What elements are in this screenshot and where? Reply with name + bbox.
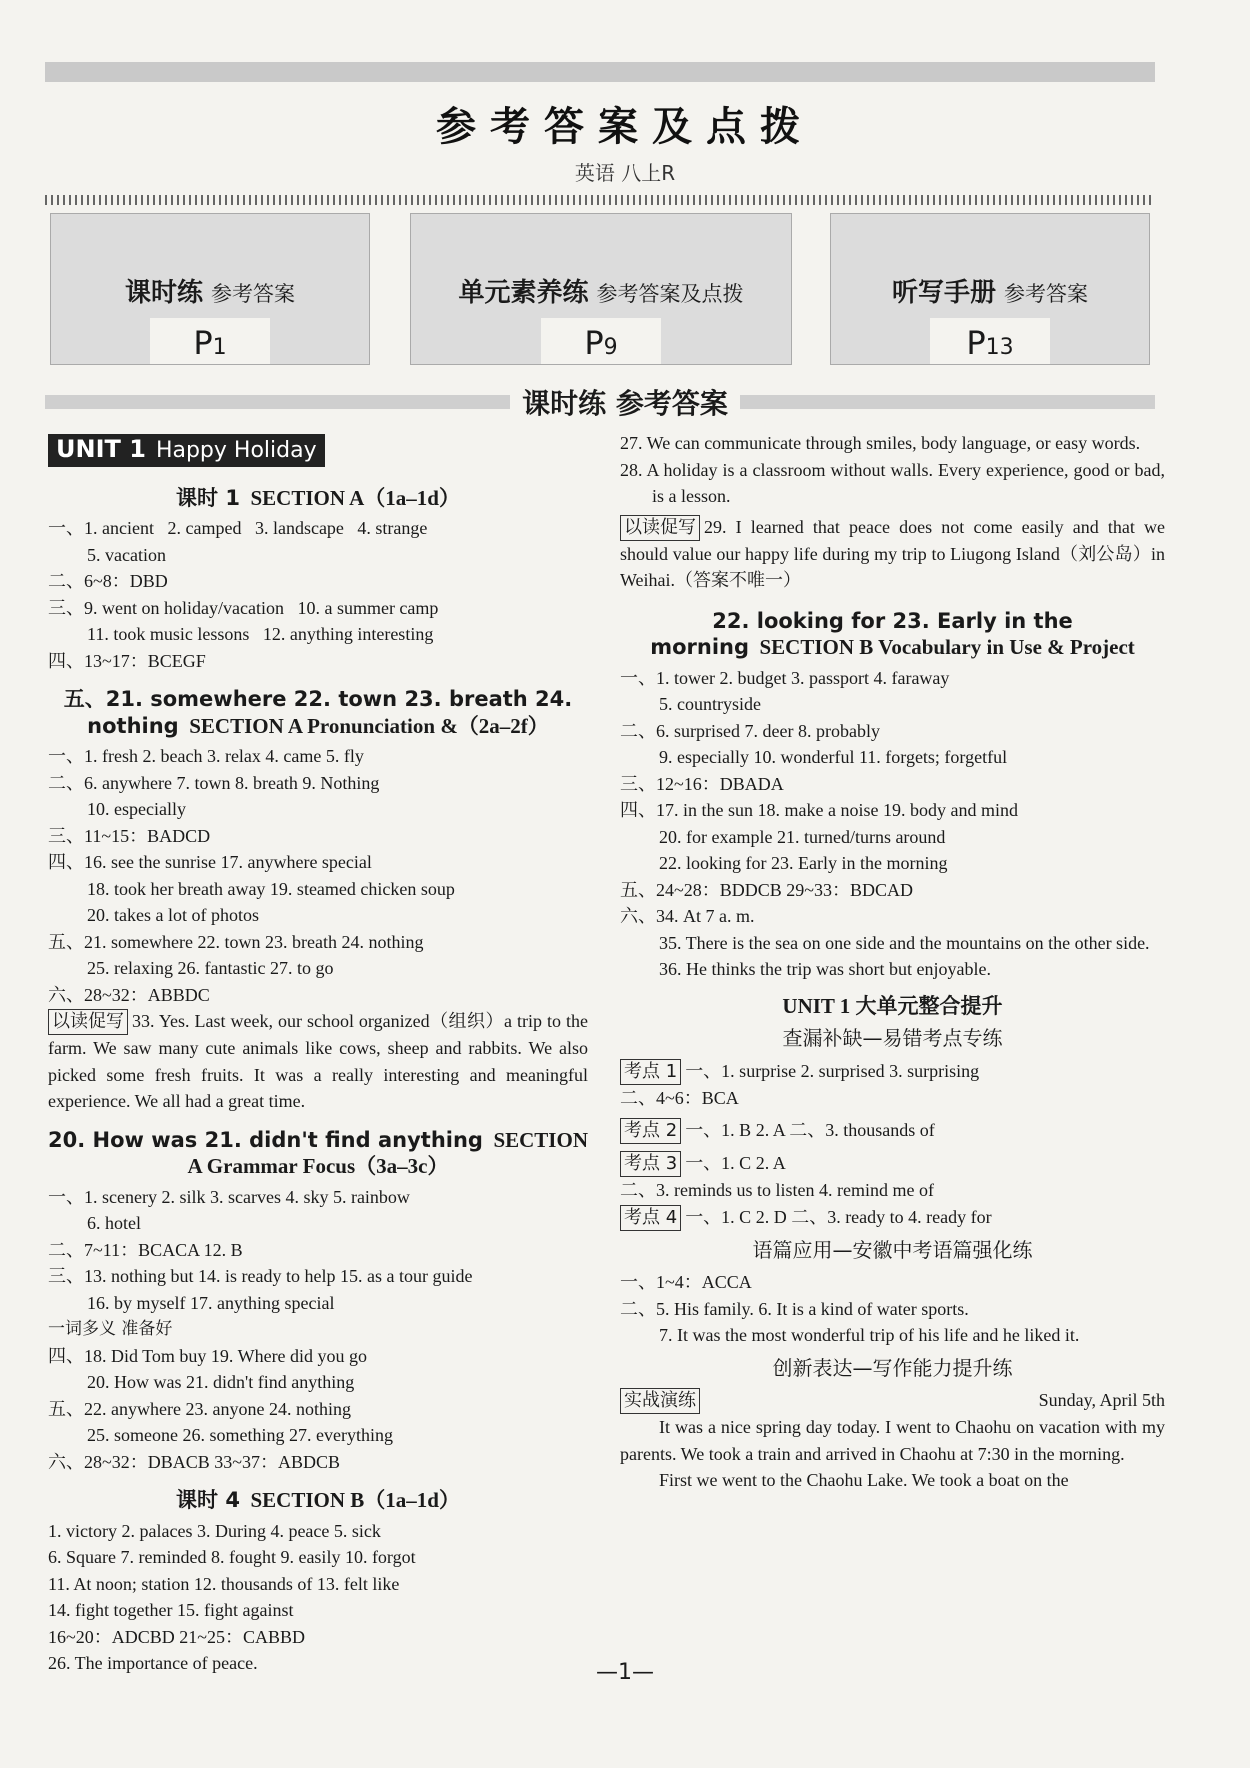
answer-line: 22. looking for 23. Early in the morning — [659, 853, 948, 873]
answer-line: 考点 4 一、1. C 2. D 二、3. ready to 4. ready for — [620, 1204, 1165, 1231]
answer-line: 一、1. scenery 2. silk 3. scarves 4. sky 5. rainbow — [48, 1186, 410, 1207]
card-name: 单元素养练 参考答案及点拨 — [458, 278, 744, 308]
subheading-chalou: 查漏补缺—易错考点专练 — [782, 1026, 1003, 1050]
lesson-2-heading: 五、21. somewhere 22. town 23. breath 24. nothing SECTION A Pronunciation &（2a–2f） — [63, 687, 573, 738]
answer-line: 二、4~6：BCA — [620, 1087, 739, 1108]
practice-box: 实战演练 — [620, 1388, 700, 1414]
answer-line: 二、6. surprised 7. deer 8. probably — [620, 720, 880, 741]
answer-line: 35. There is the sea on one side and the mountains on the other side. — [659, 932, 1150, 953]
answer-line: 16. by myself 17. anything special — [87, 1292, 335, 1313]
answer-line: 1. victory 2. palaces 3. During 4. peace 5. sick — [48, 1520, 381, 1541]
answer-line: 考点 1 一、1. surprise 2. surprised 3. surprising — [620, 1058, 1165, 1085]
card-page: P13 — [930, 318, 1050, 364]
answer-line: 11. At noon; station 12. thousands of 13. felt like — [48, 1573, 400, 1594]
unit-review-heading: UNIT 1 大单元整合提升 — [782, 993, 1003, 1018]
answer-line: 36. He thinks the trip was short but enjoyable. — [659, 959, 991, 979]
answer-line: 考点 2 一、1. B 2. A 二、3. thousands of — [620, 1117, 1165, 1144]
lesson-4-heading: 课时 4 SECTION B（1a–1d） — [176, 1488, 460, 1512]
answer-line: 25. someone 26. something 27. everything — [87, 1425, 393, 1445]
answer-line: 一词多义 准备好 — [48, 1319, 173, 1339]
answer-line: 6. hotel — [87, 1213, 141, 1233]
answer-line: 六、28~32：ABBDC — [48, 984, 210, 1005]
answer-line: 26. The importance of peace. — [48, 1653, 258, 1673]
writing-answer: 以读促写 29. I learned that peace does not come easily and that we should value our happy life during my trip to Liugong Island（刘公岛）in Weihai.（答案不唯一） — [620, 516, 1165, 590]
answer-line: 二、6. anywhere 7. town 8. breath 9. Nothing — [48, 772, 380, 793]
answer-line: 5. vacation — [87, 544, 166, 565]
answer-line: 一、1~4：ACCA — [620, 1272, 752, 1292]
page-subtitle: 英语 八上R — [574, 161, 676, 185]
answer-line: 三、12~16：DBADA — [620, 773, 784, 794]
top-band — [45, 62, 1155, 82]
answer-line: 二、6~8：DBD — [48, 571, 168, 591]
answer-line: 一、1. tower 2. budget 3. passport 4. faraway — [620, 667, 950, 688]
writing-answer: 以读促写 33. Yes. Last week, our school organized（组织）a trip to the farm. We saw many cute animals like cows, sheep and rabbits. We also picked some fresh fruits. It was a really interesting and meaningful experience. We all had a great time. — [48, 1011, 588, 1111]
answer-line: 20. takes a lot of photos — [87, 905, 259, 925]
left-column — [48, 430, 588, 1677]
card-name: 课时练 参考答案 — [124, 278, 295, 308]
writing-paragraph: It was a nice spring day today. I went to Chaohu on vacation with my parents. We took a train and arrived in Chaohu at 7:30 in the morning. — [620, 1417, 1165, 1464]
card-page: P9 — [541, 318, 661, 364]
card-danyuan[interactable] — [410, 213, 792, 365]
answer-line: 五、21. somewhere 22. town 23. breath 24. nothing — [48, 931, 424, 952]
lesson-3-heading: 20. How was 21. didn't find anything SECTION A Grammar Focus（3a–3c） — [48, 1127, 588, 1178]
answer-line: 四、17. in the sun 18. make a noise 19. body and mind — [620, 800, 1018, 820]
answer-line: 14. fight together 15. fight against — [48, 1600, 294, 1620]
writing-paragraph: First we went to the Chaohu Lake. We took a boat on the — [659, 1470, 1069, 1490]
answer-line: 28. A holiday is a classroom without walls. Every experience, good or bad, is a lesson. — [620, 459, 1165, 506]
kaodian-box: 考点 1 — [620, 1059, 681, 1085]
kaodian-box: 考点 4 — [620, 1205, 681, 1231]
writing-date: Sunday, April 5th — [1038, 1390, 1165, 1410]
answer-line: 20. for example 21. turned/turns around — [659, 826, 946, 847]
answer-line: 16~20：ADCBD 21~25：CABBD — [48, 1626, 306, 1647]
answer-line: 三、13. nothing but 14. is ready to help 15. as a tour guide — [48, 1266, 473, 1286]
answer-line: 18. took her breath away 19. steamed chicken soup — [87, 878, 455, 899]
answer-line: 二、3. reminds us to listen 4. remind me of — [620, 1180, 934, 1200]
answer-line: 10. especially — [87, 799, 186, 819]
answer-line: 三、9. went on holiday/vacation 10. a summer camp — [48, 597, 439, 618]
answer-line: 11. took music lessons 12. anything interesting — [87, 624, 434, 644]
section-title: 课时练 参考答案 — [0, 382, 1250, 422]
answer-line: 四、16. see the sunrise 17. anywhere special — [48, 852, 372, 872]
answer-line: 9. especially 10. wonderful 11. forgets; forgetful — [659, 747, 1008, 767]
unit-banner: UNIT 1 Happy Holiday — [48, 434, 325, 467]
answer-line: 五、24~28：BDDCB 29~33：BDCAD — [620, 879, 914, 900]
page-title: 参考答案及点拨 — [436, 104, 814, 150]
answer-line: 二、5. His family. 6. It is a kind of water sports. — [620, 1298, 969, 1319]
answer-line: 六、34. At 7 a. m. — [620, 906, 755, 926]
answer-line: 六、28~32：DBACB 33~37：ABDCB — [48, 1451, 341, 1472]
answer-line: 四、13~17：BCEGF — [48, 650, 206, 671]
right-column — [620, 430, 1165, 1494]
answer-line: 27. We can communicate through smiles, body language, or easy words. — [620, 433, 1141, 453]
card-keshilian[interactable] — [50, 213, 370, 365]
answer-line: 25. relaxing 26. fantastic 27. to go — [87, 958, 334, 978]
answer-line: 6. Square 7. reminded 8. fought 9. easily 10. forgot — [48, 1547, 416, 1567]
card-tingxie[interactable] — [830, 213, 1150, 365]
answer-line: 一、1. fresh 2. beach 3. relax 4. came 5. fly — [48, 746, 364, 766]
answer-line: 五、22. anywhere 23. anyone 24. nothing — [48, 1398, 351, 1419]
subheading-yupian: 语篇应用—安徽中考语篇强化练 — [752, 1237, 1033, 1262]
answer-line: 7. It was the most wonderful trip of his life and he liked it. — [659, 1325, 1080, 1345]
answer-line: 考点 3 一、1. C 2. A — [620, 1150, 1165, 1177]
lesson-1-heading: 课时 1 SECTION A（1a–1d） — [176, 485, 460, 510]
lesson-5-heading: 22. looking for 23. Early in the morning SECTION B Vocabulary in Use & Project — [650, 608, 1135, 659]
subheading-chuangxin: 创新表达—写作能力提升练 — [772, 1355, 1013, 1380]
page-number: —1— — [596, 1660, 654, 1685]
answer-line: 四、18. Did Tom buy 19. Where did you go — [48, 1345, 368, 1366]
tick-divider — [45, 195, 1155, 205]
kaodian-box: 考点 3 — [620, 1151, 681, 1177]
read-to-write-box: 以读促写 — [620, 515, 700, 541]
read-to-write-box: 以读促写 — [48, 1009, 128, 1035]
answer-line: 三、11~15：BADCD — [48, 825, 211, 846]
kaodian-box: 考点 2 — [620, 1118, 681, 1144]
answer-line: 一、1. ancient 2. camped 3. landscape 4. strange — [48, 518, 428, 538]
answer-line: 5. countryside — [659, 694, 761, 714]
answer-line: 20. How was 21. didn't find anything — [87, 1372, 355, 1392]
writing-header — [620, 1387, 1165, 1414]
answer-line: 二、7~11：BCACA 12. B — [48, 1239, 243, 1260]
card-name: 听写手册 参考答案 — [891, 278, 1088, 308]
card-page: P1 — [150, 318, 270, 364]
